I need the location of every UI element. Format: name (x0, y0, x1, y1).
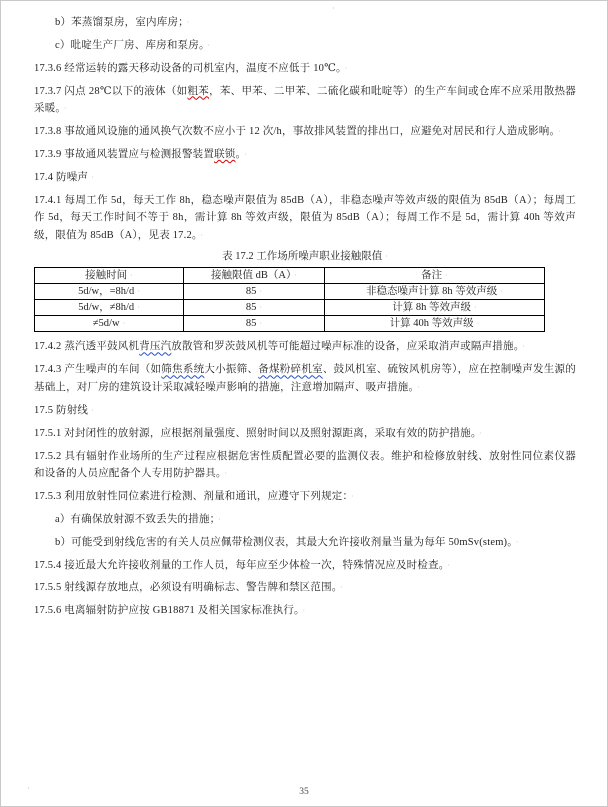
paragraph-text: 、鼓风机室、硫铵风机房等），应在控制噪声发生源的基础上，对厂房的建筑设计采取减轻噪声影响的措施，注意增加隔声、吸声措施。 (34, 364, 577, 393)
table-cell: 计算 8h 等效声级 · (325, 300, 545, 316)
paragraph-text: 17.5.6 电离辐射防护应按 GB18871 及相关国家标准执行。 (34, 605, 300, 617)
table-cell: 5d/w，≠8h/d · (35, 300, 184, 316)
paragraph-17-5-1 (34, 425, 576, 442)
paragraph-text: 17.5.5 射线源存放地点，必须设有明确标志、警告牌和禁区范围。 (34, 582, 338, 594)
table-cell: 85 · (184, 284, 325, 300)
paragraph-17-3-6 (34, 60, 576, 77)
paragraph-17-3-9 (34, 146, 576, 163)
paragraph-text: 17.3.7 闪点 28℃以下的液体（如 (34, 85, 188, 97)
table-caption (34, 249, 576, 264)
table-header-row (35, 268, 545, 284)
paragraph-item-a2 (34, 511, 576, 528)
stray-paragraph-mark (332, 5, 335, 13)
paragraph-text: c）吡啶生产厂房、库房和泵房。 (55, 39, 205, 51)
grammar-flag-text: 筛焦系统 (161, 364, 205, 376)
paragraph-17-4-2 (34, 338, 576, 355)
paragraph-text: 17.4.2 蒸汽透平鼓风机 (34, 341, 140, 353)
paragraph-text: 。 (235, 148, 241, 160)
column-header-exposure-limit: 接触限值 dB（A） · (184, 268, 325, 284)
paragraph-17-3-7 (34, 83, 576, 118)
page-number: 35 (299, 787, 309, 797)
misspelled-text: 粗苯 (187, 85, 210, 97)
paragraph-text: 放散管和罗茨鼓风机等可能超过噪声标准的设备，应采取消声或隔声措施。 (171, 341, 520, 353)
paragraph-item-c (34, 37, 576, 54)
paragraph-17-5-3 (34, 488, 576, 505)
table-row (35, 284, 545, 300)
column-header-exposure-time: 接触时间 · (35, 268, 184, 284)
table-row (35, 316, 545, 332)
table-row (35, 300, 545, 316)
table-cell: 非稳态噪声计算 8h 等效声级 · (325, 284, 545, 300)
paragraph-17-3-8 (34, 123, 576, 140)
table-caption-text: 表 17.2 工作场所噪声职业接触限值 (222, 251, 383, 263)
paragraph-text: 17.5.2 具有辐射作业场所的生产过程应根据危害性质配置必要的监测仪表。维护和检修放射线、放射性同位素仪器和设备的人员应配备个人专用防护器具。 (34, 450, 576, 479)
paragraph-text: b）苯蒸馏泵房，室内库房； (55, 17, 184, 28)
paragraph-17-5-4 (34, 557, 576, 574)
paragraph-item-b2 (34, 534, 576, 551)
table-cell: 5d/w，=8h/d · (35, 284, 184, 300)
section-heading-17-4 (34, 169, 576, 186)
paragraph-text: 17.3.9 事故通风装置应与检测报警装置 (34, 148, 215, 160)
paragraph-text: 大小振筛、 (204, 364, 259, 376)
paragraph-text: ，苯、甲苯、二甲苯、二硫化碳和吡啶等）的生产车间或仓库不应采用散热器采暖。 (34, 85, 576, 115)
paragraph-item-b (34, 14, 576, 31)
paragraph-17-4-1 (34, 192, 576, 244)
paragraph-text: 17.5.4 接近最大允许接收剂量的工作人员，每年应至少体检一次，特殊情况应及时检查。 (34, 559, 445, 571)
document-body (34, 14, 576, 625)
paragraph-17-4-3 (34, 361, 576, 396)
table-cell: ≠5d/w · (35, 316, 184, 332)
paragraph-17-5-6 (34, 602, 576, 619)
paragraph-text: 17.4.3 产生噪声的车间（如 (34, 364, 162, 376)
grammar-flag-text: 备煤粉碎机室 (258, 364, 323, 376)
table-cell: 85 · (184, 300, 325, 316)
paragraph-text: 17.3.6 经常运转的露天移动设备的司机室内，温度不应低于 10℃。 (34, 62, 342, 74)
paragraph-17-5-2 (34, 448, 576, 483)
paragraph-text: 17.4 防噪声 (34, 171, 89, 183)
column-header-remarks: 备注 · (325, 268, 545, 284)
paragraph-text: 17.5.3 利用放射性同位素进行检测、剂量和通讯，应遵守下列规定： (34, 490, 348, 502)
paragraph-text: 17.5 防射线 (34, 404, 89, 416)
section-heading-17-5 (34, 402, 576, 419)
paragraph-text: a）有确保放射源不致丢失的措施； (55, 513, 216, 525)
table-cell: 85 · (184, 316, 325, 332)
paragraph-text: b）可能受到射线危害的有关人员应佩带检测仪表，其最大允许接收剂量当量为每年 50mSv(stem)。 (55, 536, 513, 548)
paragraph-text: 17.4.1 每周工作 5d，每天工作 8h，稳态噪声限值为 85dB（A），非稳态噪声等效声级的限值为 85dB（A）；每周工作 5d，每天工作时间不等于 8h，需计算 8h 等效声级，限值为 85dB（A）；每周工作不是 5d，需计算 40h 等效声级，限值为 85dB（A），见表 17.2。 (34, 194, 576, 241)
paragraph-text: 17.5.1 对封闭性的放射源，应根据剂量强度、照射时间以及照射源距离，采取有效的防护措施。 (34, 427, 477, 439)
grammar-flag-text: 背压汽 (139, 341, 172, 353)
paragraph-text: 17.3.8 事故通风设施的通风换气次数不应小于 12 次/h，事故排风装置的排出口，应避免对居民和行人造成影响。 (34, 126, 555, 138)
paragraph-17-5-5 (34, 579, 576, 596)
misspelled-text: 联锁 (214, 148, 236, 160)
table-cell: 计算 40h 等效声级 · (325, 316, 545, 332)
noise-exposure-limits-table (34, 267, 545, 332)
